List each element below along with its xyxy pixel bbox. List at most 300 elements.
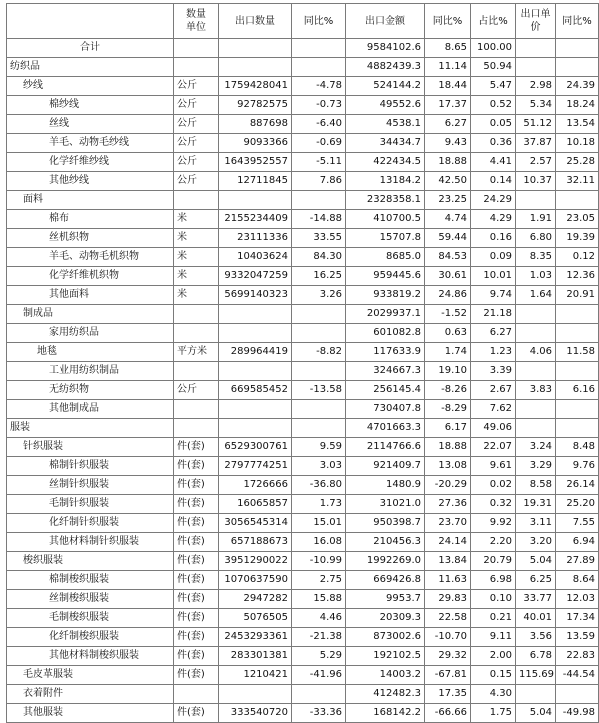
row-amount: 2114766.6 <box>346 438 425 457</box>
row-name: 服装 <box>7 419 174 438</box>
row-price: 2.98 <box>516 77 556 96</box>
row-share: 0.15 <box>471 666 516 685</box>
row-name: 其他材料制针织服装 <box>7 533 174 552</box>
table-row <box>7 590 599 609</box>
row-name: 毛制梭织服装 <box>7 609 174 628</box>
row-amount: 14003.2 <box>346 666 425 685</box>
row-qty-yoy: 1.73 <box>292 495 346 514</box>
row-qty: 283301381 <box>219 647 292 666</box>
row-qty: 10403624 <box>219 248 292 267</box>
row-share: 4.29 <box>471 210 516 229</box>
row-amount-yoy: 18.88 <box>425 438 471 457</box>
row-share: 9.74 <box>471 286 516 305</box>
row-qty-yoy: -36.80 <box>292 476 346 495</box>
row-name: 梭织服装 <box>7 552 174 571</box>
row-price-yoy <box>556 324 599 343</box>
table-row <box>7 666 599 685</box>
row-unit: 公斤 <box>174 381 219 400</box>
header-row <box>7 4 599 39</box>
row-unit: 件(套) <box>174 457 219 476</box>
row-amount-yoy: 22.58 <box>425 609 471 628</box>
row-qty: 333540720 <box>219 704 292 723</box>
row-unit: 米 <box>174 286 219 305</box>
row-qty-yoy: 7.86 <box>292 172 346 191</box>
row-price: 33.77 <box>516 590 556 609</box>
row-price: 3.56 <box>516 628 556 647</box>
row-share: 0.52 <box>471 96 516 115</box>
row-price-yoy: 23.05 <box>556 210 599 229</box>
row-price-yoy: 18.24 <box>556 96 599 115</box>
row-amount-yoy: 17.35 <box>425 685 471 704</box>
table-row <box>7 419 599 438</box>
table-row <box>7 96 599 115</box>
row-price-yoy: 13.54 <box>556 115 599 134</box>
row-amount: 959445.6 <box>346 267 425 286</box>
row-amount: 256145.4 <box>346 381 425 400</box>
row-qty-yoy: 2.75 <box>292 571 346 590</box>
row-price-yoy: 12.03 <box>556 590 599 609</box>
row-amount-yoy: 13.84 <box>425 552 471 571</box>
row-name: 衣着附件 <box>7 685 174 704</box>
header-qty: 出口数量 <box>219 4 292 39</box>
row-price <box>516 305 556 324</box>
row-unit <box>174 324 219 343</box>
row-amount: 933819.2 <box>346 286 425 305</box>
row-price-yoy: 10.18 <box>556 134 599 153</box>
row-share: 0.14 <box>471 172 516 191</box>
row-qty: 669585452 <box>219 381 292 400</box>
row-name: 家用纺织品 <box>7 324 174 343</box>
row-share: 0.05 <box>471 115 516 134</box>
row-price-yoy: 19.39 <box>556 229 599 248</box>
row-unit <box>174 400 219 419</box>
row-amount-yoy: 24.14 <box>425 533 471 552</box>
row-amount-yoy: -10.70 <box>425 628 471 647</box>
row-qty-yoy <box>292 305 346 324</box>
table-row <box>7 552 599 571</box>
row-qty <box>219 58 292 77</box>
row-qty-yoy <box>292 362 346 381</box>
row-qty: 1726666 <box>219 476 292 495</box>
table-row <box>7 685 599 704</box>
table-row <box>7 457 599 476</box>
row-qty-yoy: -6.40 <box>292 115 346 134</box>
table-row <box>7 115 599 134</box>
row-amount: 410700.5 <box>346 210 425 229</box>
row-share: 0.36 <box>471 134 516 153</box>
table-row <box>7 609 599 628</box>
row-unit: 件(套) <box>174 704 219 723</box>
row-price: 19.31 <box>516 495 556 514</box>
row-qty-yoy <box>292 419 346 438</box>
row-qty-yoy: -8.82 <box>292 343 346 362</box>
row-price: 8.58 <box>516 476 556 495</box>
row-unit: 公斤 <box>174 77 219 96</box>
row-unit <box>174 419 219 438</box>
row-unit: 件(套) <box>174 476 219 495</box>
row-share: 10.01 <box>471 267 516 286</box>
row-amount: 921409.7 <box>346 457 425 476</box>
table-row <box>7 438 599 457</box>
row-qty-yoy: 4.46 <box>292 609 346 628</box>
row-amount-yoy: 42.50 <box>425 172 471 191</box>
row-price: 5.04 <box>516 704 556 723</box>
row-price: 1.03 <box>516 267 556 286</box>
row-amount-yoy: 9.43 <box>425 134 471 153</box>
row-qty-yoy: -10.99 <box>292 552 346 571</box>
row-name: 其他制成品 <box>7 400 174 419</box>
row-qty <box>219 324 292 343</box>
row-price-yoy <box>556 400 599 419</box>
row-qty-yoy: -21.38 <box>292 628 346 647</box>
row-amount: 2029937.1 <box>346 305 425 324</box>
row-amount-yoy: 30.61 <box>425 267 471 286</box>
row-amount-yoy: -20.29 <box>425 476 471 495</box>
row-qty-yoy: 3.03 <box>292 457 346 476</box>
row-share: 24.29 <box>471 191 516 210</box>
row-qty: 2947282 <box>219 590 292 609</box>
row-unit: 公斤 <box>174 96 219 115</box>
row-amount-yoy: 19.10 <box>425 362 471 381</box>
row-amount: 210456.3 <box>346 533 425 552</box>
table-row <box>7 286 599 305</box>
row-price: 3.20 <box>516 533 556 552</box>
row-amount: 873002.6 <box>346 628 425 647</box>
row-unit: 件(套) <box>174 533 219 552</box>
row-price-yoy: 25.28 <box>556 153 599 172</box>
row-qty: 6529300761 <box>219 438 292 457</box>
table-row <box>7 495 599 514</box>
row-amount-yoy: 24.86 <box>425 286 471 305</box>
row-qty-yoy <box>292 324 346 343</box>
row-qty: 1210421 <box>219 666 292 685</box>
row-qty: 289964419 <box>219 343 292 362</box>
row-amount: 13184.2 <box>346 172 425 191</box>
row-amount: 31021.0 <box>346 495 425 514</box>
row-amount: 412482.3 <box>346 685 425 704</box>
table-row <box>7 229 599 248</box>
header-qty-yoy: 同比% <box>292 4 346 39</box>
row-amount: 192102.5 <box>346 647 425 666</box>
row-amount-yoy: -66.66 <box>425 704 471 723</box>
row-qty-yoy: -33.36 <box>292 704 346 723</box>
table-row <box>7 248 599 267</box>
header-unit: 数量 单位 <box>174 4 219 39</box>
row-name: 毛皮革服装 <box>7 666 174 685</box>
table-row <box>7 400 599 419</box>
row-qty-yoy: 3.26 <box>292 286 346 305</box>
row-unit: 件(套) <box>174 552 219 571</box>
row-qty: 887698 <box>219 115 292 134</box>
row-qty-yoy: 9.59 <box>292 438 346 457</box>
table-row <box>7 153 599 172</box>
row-qty: 3056545314 <box>219 514 292 533</box>
row-price-yoy: 6.16 <box>556 381 599 400</box>
row-unit <box>174 191 219 210</box>
row-amount-yoy: 18.88 <box>425 153 471 172</box>
row-price: 115.69 <box>516 666 556 685</box>
row-unit <box>174 685 219 704</box>
table-row <box>7 210 599 229</box>
row-amount-yoy: 84.53 <box>425 248 471 267</box>
row-share: 4.30 <box>471 685 516 704</box>
row-name: 面料 <box>7 191 174 210</box>
row-name: 化纤制针织服装 <box>7 514 174 533</box>
row-name: 针织服装 <box>7 438 174 457</box>
row-price-yoy: 25.20 <box>556 495 599 514</box>
row-name: 丝制针织服装 <box>7 476 174 495</box>
row-price-yoy <box>556 685 599 704</box>
row-share: 6.27 <box>471 324 516 343</box>
row-price: 4.06 <box>516 343 556 362</box>
row-share: 22.07 <box>471 438 516 457</box>
row-qty <box>219 685 292 704</box>
row-price: 3.83 <box>516 381 556 400</box>
row-price-yoy <box>556 362 599 381</box>
row-qty: 2155234409 <box>219 210 292 229</box>
row-qty-yoy <box>292 400 346 419</box>
row-unit: 件(套) <box>174 666 219 685</box>
row-name: 其他材料制梭织服装 <box>7 647 174 666</box>
row-qty: 657188673 <box>219 533 292 552</box>
row-qty-yoy <box>292 39 346 58</box>
row-share: 9.11 <box>471 628 516 647</box>
row-amount: 15707.8 <box>346 229 425 248</box>
row-price: 6.80 <box>516 229 556 248</box>
row-price-yoy: 12.36 <box>556 267 599 286</box>
row-qty <box>219 362 292 381</box>
row-price: 1.64 <box>516 286 556 305</box>
row-unit: 件(套) <box>174 514 219 533</box>
row-amount: 730407.8 <box>346 400 425 419</box>
row-price: 5.04 <box>516 552 556 571</box>
row-name: 棉布 <box>7 210 174 229</box>
row-share: 2.00 <box>471 647 516 666</box>
row-unit: 件(套) <box>174 571 219 590</box>
row-amount-yoy: -8.29 <box>425 400 471 419</box>
row-qty: 3951290022 <box>219 552 292 571</box>
row-qty: 9093366 <box>219 134 292 153</box>
row-price: 51.12 <box>516 115 556 134</box>
header-price-yoy: 同比% <box>556 4 599 39</box>
row-qty-yoy <box>292 58 346 77</box>
row-unit: 件(套) <box>174 438 219 457</box>
row-qty-yoy: 16.08 <box>292 533 346 552</box>
row-amount: 324667.3 <box>346 362 425 381</box>
row-amount-yoy: 1.74 <box>425 343 471 362</box>
row-share: 4.41 <box>471 153 516 172</box>
row-share: 0.10 <box>471 590 516 609</box>
table-row <box>7 476 599 495</box>
row-qty <box>219 400 292 419</box>
row-price: 40.01 <box>516 609 556 628</box>
row-unit: 米 <box>174 248 219 267</box>
row-amount: 524144.2 <box>346 77 425 96</box>
row-qty <box>219 305 292 324</box>
row-price-yoy: 20.91 <box>556 286 599 305</box>
row-price-yoy: 8.64 <box>556 571 599 590</box>
row-name: 合计 <box>7 39 174 58</box>
row-amount-yoy: 13.08 <box>425 457 471 476</box>
row-name: 地毯 <box>7 343 174 362</box>
row-price-yoy <box>556 191 599 210</box>
row-qty-yoy: 15.01 <box>292 514 346 533</box>
row-share: 21.18 <box>471 305 516 324</box>
row-qty-yoy: -41.96 <box>292 666 346 685</box>
row-share: 49.06 <box>471 419 516 438</box>
row-qty-yoy: -0.73 <box>292 96 346 115</box>
row-share: 0.32 <box>471 495 516 514</box>
row-amount: 9953.7 <box>346 590 425 609</box>
table-row <box>7 514 599 533</box>
row-qty: 12711845 <box>219 172 292 191</box>
row-name: 无纺织物 <box>7 381 174 400</box>
row-unit: 件(套) <box>174 609 219 628</box>
row-share: 50.94 <box>471 58 516 77</box>
row-amount-yoy: 6.27 <box>425 115 471 134</box>
table-row <box>7 362 599 381</box>
row-unit <box>174 39 219 58</box>
row-price <box>516 400 556 419</box>
row-price: 3.11 <box>516 514 556 533</box>
row-share: 0.02 <box>471 476 516 495</box>
row-amount-yoy: 27.36 <box>425 495 471 514</box>
row-amount: 1480.9 <box>346 476 425 495</box>
table-row <box>7 343 599 362</box>
row-amount: 4882439.3 <box>346 58 425 77</box>
row-unit: 平方米 <box>174 343 219 362</box>
row-unit: 米 <box>174 229 219 248</box>
row-amount-yoy: 23.70 <box>425 514 471 533</box>
row-name: 制成品 <box>7 305 174 324</box>
row-share: 3.39 <box>471 362 516 381</box>
row-amount: 168142.2 <box>346 704 425 723</box>
row-price-yoy: -49.98 <box>556 704 599 723</box>
row-qty-yoy: -4.78 <box>292 77 346 96</box>
row-qty: 9332047259 <box>219 267 292 286</box>
row-share: 0.16 <box>471 229 516 248</box>
row-unit <box>174 58 219 77</box>
table-row <box>7 191 599 210</box>
row-amount-yoy: 8.65 <box>425 39 471 58</box>
row-price <box>516 419 556 438</box>
row-share: 6.98 <box>471 571 516 590</box>
row-qty-yoy: 5.29 <box>292 647 346 666</box>
row-price-yoy: 0.12 <box>556 248 599 267</box>
row-price-yoy: 32.11 <box>556 172 599 191</box>
row-unit <box>174 305 219 324</box>
row-qty: 1759428041 <box>219 77 292 96</box>
row-price-yoy: 7.55 <box>556 514 599 533</box>
row-amount-yoy: -1.52 <box>425 305 471 324</box>
row-name: 纺织品 <box>7 58 174 77</box>
row-amount-yoy: -8.26 <box>425 381 471 400</box>
table-row <box>7 58 599 77</box>
row-amount-yoy: 18.44 <box>425 77 471 96</box>
row-unit: 米 <box>174 267 219 286</box>
row-amount: 9584102.6 <box>346 39 425 58</box>
table-row <box>7 305 599 324</box>
row-amount: 117633.9 <box>346 343 425 362</box>
table-row <box>7 381 599 400</box>
header-price: 出口单 价 <box>516 4 556 39</box>
row-name: 化学纤维纱线 <box>7 153 174 172</box>
row-price: 3.29 <box>516 457 556 476</box>
row-name: 丝制梭织服装 <box>7 590 174 609</box>
row-price-yoy: 26.14 <box>556 476 599 495</box>
row-price-yoy: 27.89 <box>556 552 599 571</box>
header-amount-yoy: 同比% <box>425 4 471 39</box>
table-row <box>7 172 599 191</box>
row-qty: 5699140323 <box>219 286 292 305</box>
row-price-yoy: 22.83 <box>556 647 599 666</box>
row-name: 棉纱线 <box>7 96 174 115</box>
row-name: 工业用纺织制品 <box>7 362 174 381</box>
row-price-yoy: 8.48 <box>556 438 599 457</box>
row-price: 3.24 <box>516 438 556 457</box>
row-price: 6.78 <box>516 647 556 666</box>
row-qty <box>219 419 292 438</box>
row-price-yoy: 11.58 <box>556 343 599 362</box>
row-qty-yoy <box>292 685 346 704</box>
row-share: 7.62 <box>471 400 516 419</box>
row-amount-yoy: 6.17 <box>425 419 471 438</box>
row-amount-yoy: 17.37 <box>425 96 471 115</box>
table-row <box>7 571 599 590</box>
row-price-yoy: 13.59 <box>556 628 599 647</box>
export-statistics-table <box>6 3 599 723</box>
row-qty: 16065857 <box>219 495 292 514</box>
row-price: 8.35 <box>516 248 556 267</box>
row-price: 2.57 <box>516 153 556 172</box>
row-share: 1.23 <box>471 343 516 362</box>
row-amount: 34434.7 <box>346 134 425 153</box>
table-row <box>7 39 599 58</box>
row-price: 1.91 <box>516 210 556 229</box>
header-item <box>7 4 174 39</box>
row-qty: 23111336 <box>219 229 292 248</box>
row-qty-yoy <box>292 191 346 210</box>
header-amount: 出口金额 <box>346 4 425 39</box>
row-share: 2.67 <box>471 381 516 400</box>
row-qty: 92782575 <box>219 96 292 115</box>
row-amount: 669426.8 <box>346 571 425 590</box>
row-amount: 49552.6 <box>346 96 425 115</box>
row-amount-yoy: 59.44 <box>425 229 471 248</box>
row-share: 5.47 <box>471 77 516 96</box>
row-qty <box>219 191 292 210</box>
row-price-yoy <box>556 305 599 324</box>
row-unit: 米 <box>174 210 219 229</box>
row-name: 丝机织物 <box>7 229 174 248</box>
row-name: 羊毛、动物毛机织物 <box>7 248 174 267</box>
row-amount-yoy: 11.14 <box>425 58 471 77</box>
row-unit: 公斤 <box>174 153 219 172</box>
row-qty-yoy: 33.55 <box>292 229 346 248</box>
row-amount: 4538.1 <box>346 115 425 134</box>
row-qty <box>219 39 292 58</box>
header-share: 占比% <box>471 4 516 39</box>
row-name: 其他服装 <box>7 704 174 723</box>
row-qty-yoy: 15.88 <box>292 590 346 609</box>
table-row <box>7 134 599 153</box>
row-share: 9.92 <box>471 514 516 533</box>
row-unit: 公斤 <box>174 172 219 191</box>
row-share: 2.20 <box>471 533 516 552</box>
table-row <box>7 533 599 552</box>
row-name: 其他面料 <box>7 286 174 305</box>
row-name: 其他纱线 <box>7 172 174 191</box>
